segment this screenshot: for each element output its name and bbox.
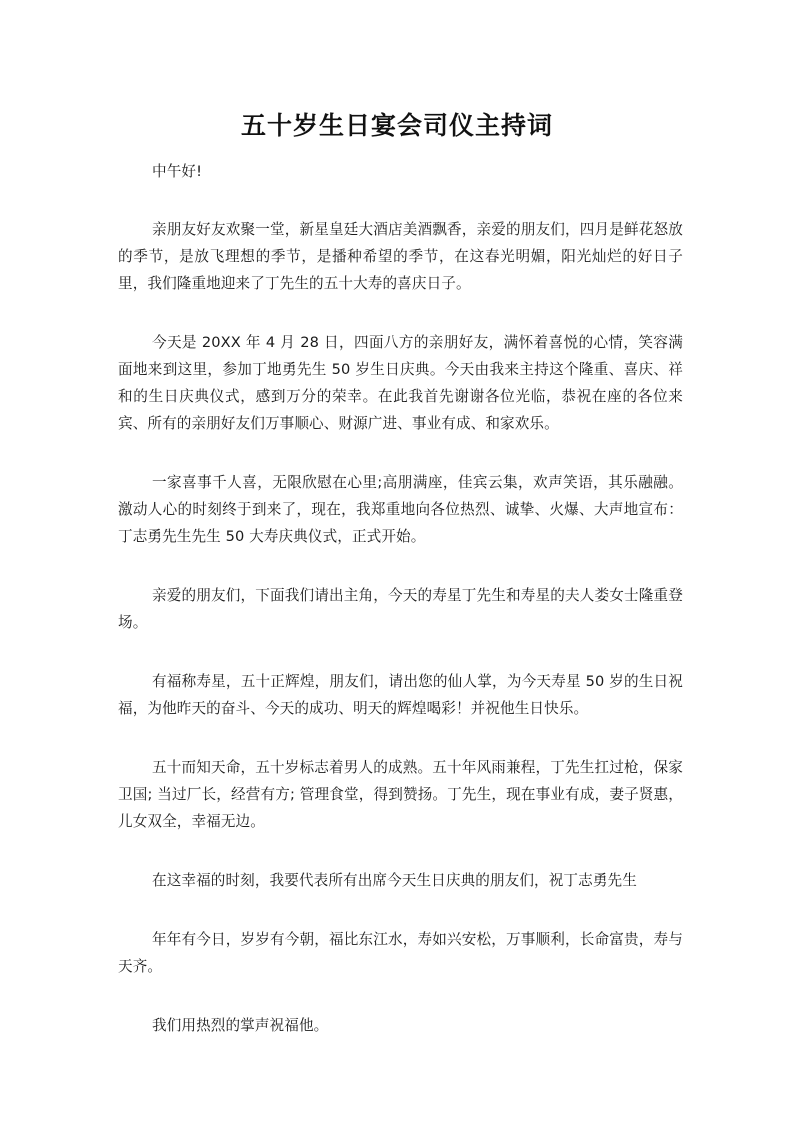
paragraph-greeting: 中午好! bbox=[152, 163, 203, 180]
document-title: 五十岁生日宴会司仪主持词 bbox=[240, 111, 553, 140]
document-body bbox=[118, 158, 683, 1071]
paragraph-introduce-hosts: 亲爱的朋友们，下面我们请出主角，今天的寿星丁先生和寿星的夫人娄女士隆重登场。 bbox=[118, 587, 683, 631]
paragraph-date-welcome: 今天是 20XX 年 4 月 28 日，四面八方的亲朋好友，满怀着喜悦的心情，笑容满面地来到这里，参加丁地勇先生 50 岁生日庆典。今天由我来主持这个隆重、喜庆、祥和的生日庆典仪式，感到万分的荣幸。在此我首先谢谢各位光临，恭祝在座的各位来宾、所有的亲朋好友们万事顺心、财源广进、事业有成、和家欢乐。 bbox=[118, 334, 683, 432]
paragraph-opening: 亲朋友好友欢聚一堂，新星皇廷大酒店美酒飘香，亲爱的朋友们，四月是鲜花怒放的季节，是放飞理想的季节，是播种希望的季节，在这春光明媚，阳光灿烂的好日子里，我们隆重地迎来了丁先生的五十大寿的喜庆日子。 bbox=[118, 221, 683, 292]
paragraph-life-story: 五十而知天命，五十岁标志着男人的成熟。五十年风雨兼程，丁先生扛过枪，保家卫国; 当过厂长，经营有方; 管理食堂，得到赞扬。丁先生，现在事业有成，妻子贤惠，儿女双全，幸福无边。 bbox=[118, 759, 683, 830]
paragraph-applause: 我们用热烈的掌声祝福他。 bbox=[152, 1017, 329, 1034]
paragraph-ceremony-start: 一家喜事千人喜，无限欣慰在心里;高朋满座，佳宾云集，欢声笑语，其乐融融。激动人心的时刻终于到来了，现在，我郑重地向各位热烈、诚挚、火爆、大声地宣布：丁志勇先生先生 50 大寿庆典仪式，正式开始。 bbox=[118, 474, 683, 545]
paragraph-wish-intro: 在这幸福的时刻，我要代表所有出席今天生日庆典的朋友们，祝丁志勇先生 bbox=[152, 872, 637, 889]
paragraph-wishes: 年年有今日，岁岁有今朝，福比东江水，寿如兴安松，万事顺利，长命富贵，寿与天齐。 bbox=[118, 931, 683, 975]
paragraph-blessing: 有福称寿星，五十正辉煌，朋友们，请出您的仙人掌，为今天寿星 50 岁的生日祝福，为他昨天的奋斗、今天的成功、明天的辉煌喝彩！并祝他生日快乐。 bbox=[118, 673, 683, 717]
